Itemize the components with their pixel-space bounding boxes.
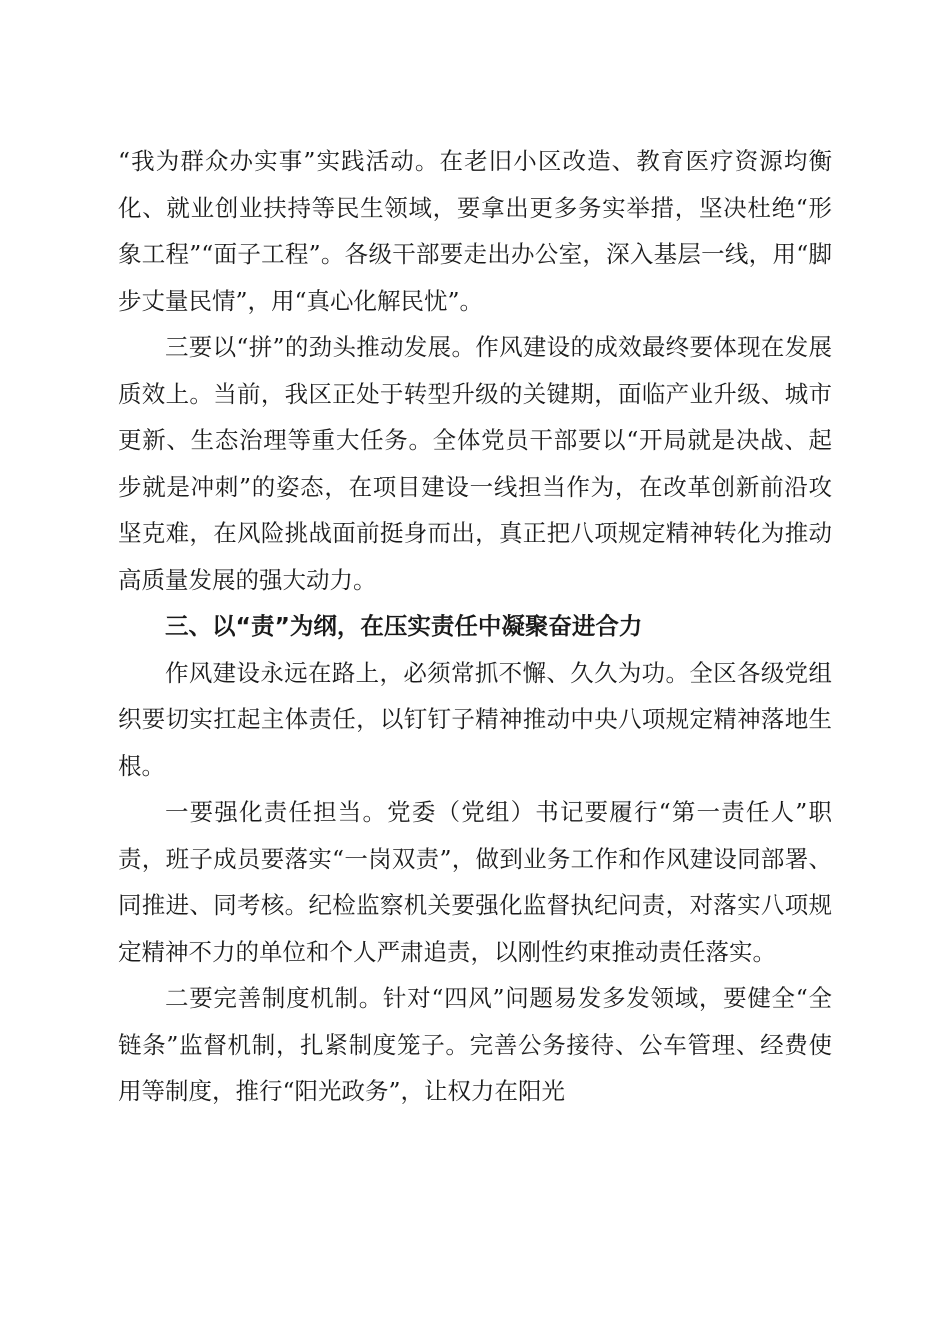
paragraph-section-intro: 作风建设永远在路上，必须常抓不懈、久久为功。全区各级党组织要切实扛起主体责任，以钉钉子精神推动中央八项规定精神落地生根。 bbox=[118, 658, 832, 780]
paragraph-continuation: “我为群众办实事”实践活动。在老旧小区改造、教育医疗资源均衡化、就业创业扶持等民生领域，要拿出更多务实举措，坚决杜绝“形象工程”“面子工程”。各级干部要走出办公室，深入基层一线，用“脚步丈量民情”，用“真心化解民忧”。 bbox=[118, 147, 832, 315]
paragraph-strengthen-responsibility: 一要强化责任担当。党委（党组）书记要履行“第一责任人”职责，班子成员要落实“一岗双责”，做到业务工作和作风建设同部署、同推进、同考核。纪检监察机关要强化监督执纪问责，对落实八项规定精神不力的单位和个人严肃追责，以刚性约束推动责任落实。 bbox=[118, 798, 832, 966]
document-page bbox=[118, 138, 832, 1115]
paragraph-improve-system: 二要完善制度机制。针对“四风”问题易发多发领域，要健全“全链条”监督机制，扎紧制度笼子。完善公务接待、公车管理、经费使用等制度，推行“阳光政务”，让权力在阳光 bbox=[118, 984, 832, 1105]
paragraph-drive-development: 三要以“拼”的劲头推动发展。作风建设的成效最终要体现在发展质效上。当前，我区正处于转型升级的关键期，面临产业升级、城市更新、生态治理等重大任务。全体党员干部要以“开局就是决战、起步就是冲刺”的姿态，在项目建设一线担当作为，在改革创新前沿攻坚克难，在风险挑战面前挺身而出，真正把八项规定精神转化为推动高质量发展的强大动力。 bbox=[118, 333, 832, 594]
section-heading-responsibility: 三、以“责”为纲，在压实责任中凝聚奋进合力 bbox=[165, 612, 643, 640]
